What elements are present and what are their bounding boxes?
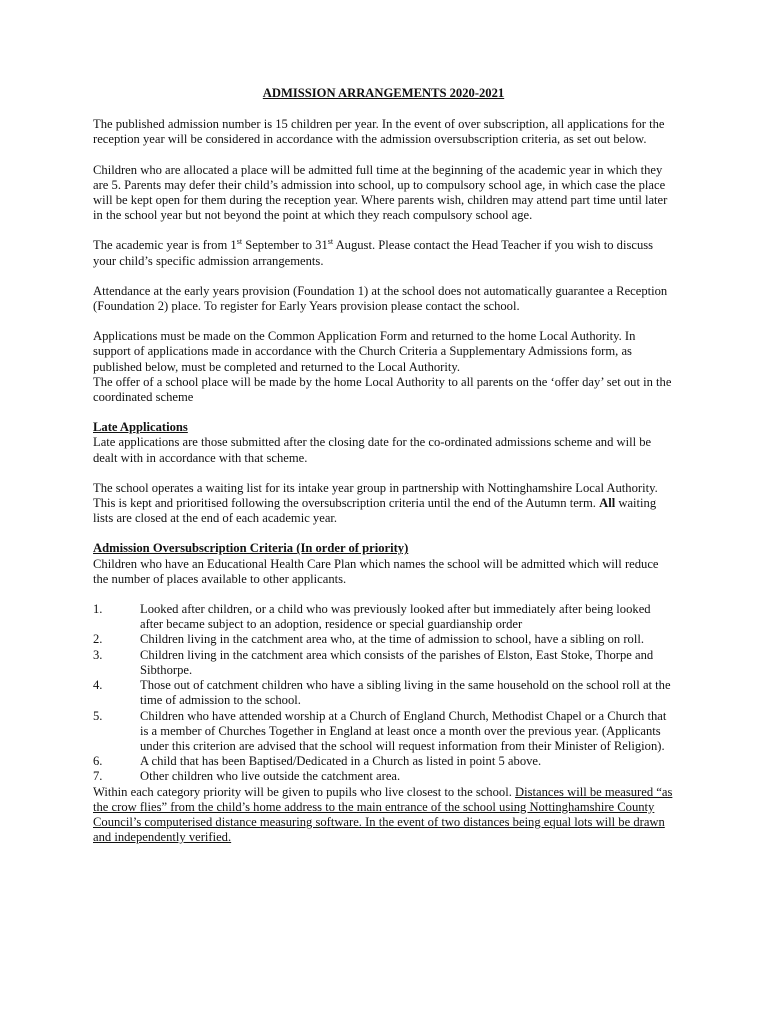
closing-text: Within each category priority will be given to pupils who live closest to the school. [93,784,515,799]
criteria-heading: Admission Oversubscription Criteria (In order of priority) [93,541,409,556]
list-item [93,632,674,647]
list-item-number: 7. [93,769,103,784]
academic-year-text-b: September to 31 [242,238,328,253]
offer-text: The offer of a school place will be made by the home Local Authority to all parents on the ‘offer day’ set out in the coordinated scheme [93,374,672,405]
criteria-list [93,602,674,784]
distance-measurement-text: Distances will be measured “as the crow flies” from the child’s home address to the main entrance of the school using Nottinghamshire County Council’s computerised distance measuring software. In the event of two distances being equal lots will be drawn and independently verified. [93,784,673,845]
list-item [93,602,674,632]
paragraph-academic-year [93,238,674,268]
paragraph-full-time-admission: Children who are allocated a place will be admitted full time at the beginning of the academic year in which they are 5. Parents may defer their child’s admission into school, up to compulsory school age, in which case the place will be kept open for them during the reception year. Where parents wish, children may attend part time until later in the school year but not beyond the point at which they reach compulsory school age. [93,162,668,223]
superscript-st: st [327,237,334,247]
academic-year-text-a: The academic year is from 1 [93,238,237,253]
waiting-list-text-b: waiting lists are closed at the end of each academic year. [93,496,657,526]
list-item-text: Children who have attended worship at a Church of England Church, Methodist Chapel or a Church that is a member of Churches Together in England at least once a month over the previous year. (Applicants under this criterion are advised that the school will request information from their Minister of Religion). [140,708,667,753]
list-item-number: 2. [93,632,103,647]
list-item-text: Other children who live outside the catchment area. [140,769,401,784]
section-oversubscription-criteria [93,541,674,845]
academic-year-text-c: August. Please contact the Head Teacher if you wish to discuss your child’s specific admission arrangements. [93,238,654,268]
paragraph-applications [93,329,674,405]
list-item-text: Those out of catchment children who have a sibling living in the same household on the school roll at the time of admission to the school. [140,678,671,708]
list-item-number: 6. [93,754,103,769]
list-item-text: Children living in the catchment area who, at the time of admission to school, have a sibling on roll. [140,632,644,647]
late-applications-text: Late applications are those submitted after the closing date for the co-ordinated admissions scheme and will be dealt with in accordance with that scheme. [93,435,652,465]
list-item [93,648,674,678]
list-item-number: 4. [93,678,103,693]
page-title: ADMISSION ARRANGEMENTS 2020-2021 [262,86,505,100]
superscript-st: st [236,237,243,247]
list-item-text: Children living in the catchment area which consists of the parishes of Elston, East Stoke, Thorpe and Sibthorpe. [140,647,654,677]
criteria-intro: Children who have an Educational Health Care Plan which names the school will be admitted which will reduce the number of places available to other applicants. [93,556,659,586]
list-item-text: Looked after children, or a child who was previously looked after but immediately after being looked after became subject to an adoption, residence or special guardianship order [140,602,651,632]
paragraph-waiting-list [93,481,674,527]
list-item [93,754,674,769]
paragraph-admission-number: The published admission number is 15 children per year. In the event of over subscription, all applications for the reception year will be considered in accordance with the admission oversubscription criteria, as set out below. [93,117,665,147]
list-item-text: A child that has been Baptised/Dedicated in a Church as listed in point 5 above. [140,754,542,769]
paragraph-early-years: Attendance at the early years provision (Foundation 1) at the school does not automatically guarantee a Reception (Foundation 2) place. To register for Early Years provision please contact the school. [93,283,668,314]
applications-text: Applications must be made on the Common Application Form and returned to the home Local Authority. In support of applications made in accordance with the Church Criteria a Supplementary Admissions form, as published below, must be completed and returned to the Local Authority. [93,329,636,374]
list-item-number: 5. [93,708,103,723]
list-item-number: 3. [93,647,103,662]
list-item [93,678,674,708]
paragraph-closing [93,785,674,846]
list-item [93,709,674,755]
waiting-list-bold: All [599,496,616,511]
section-late-applications [93,420,674,466]
list-item-number: 1. [93,602,103,617]
late-applications-heading: Late Applications [93,420,188,435]
list-item [93,769,674,784]
waiting-list-text-a: The school operates a waiting list for its intake year group in partnership with Nottinghamshire Local Authority. This is kept and prioritised following the oversubscription criteria until the end of the Autumn term. [93,480,658,511]
